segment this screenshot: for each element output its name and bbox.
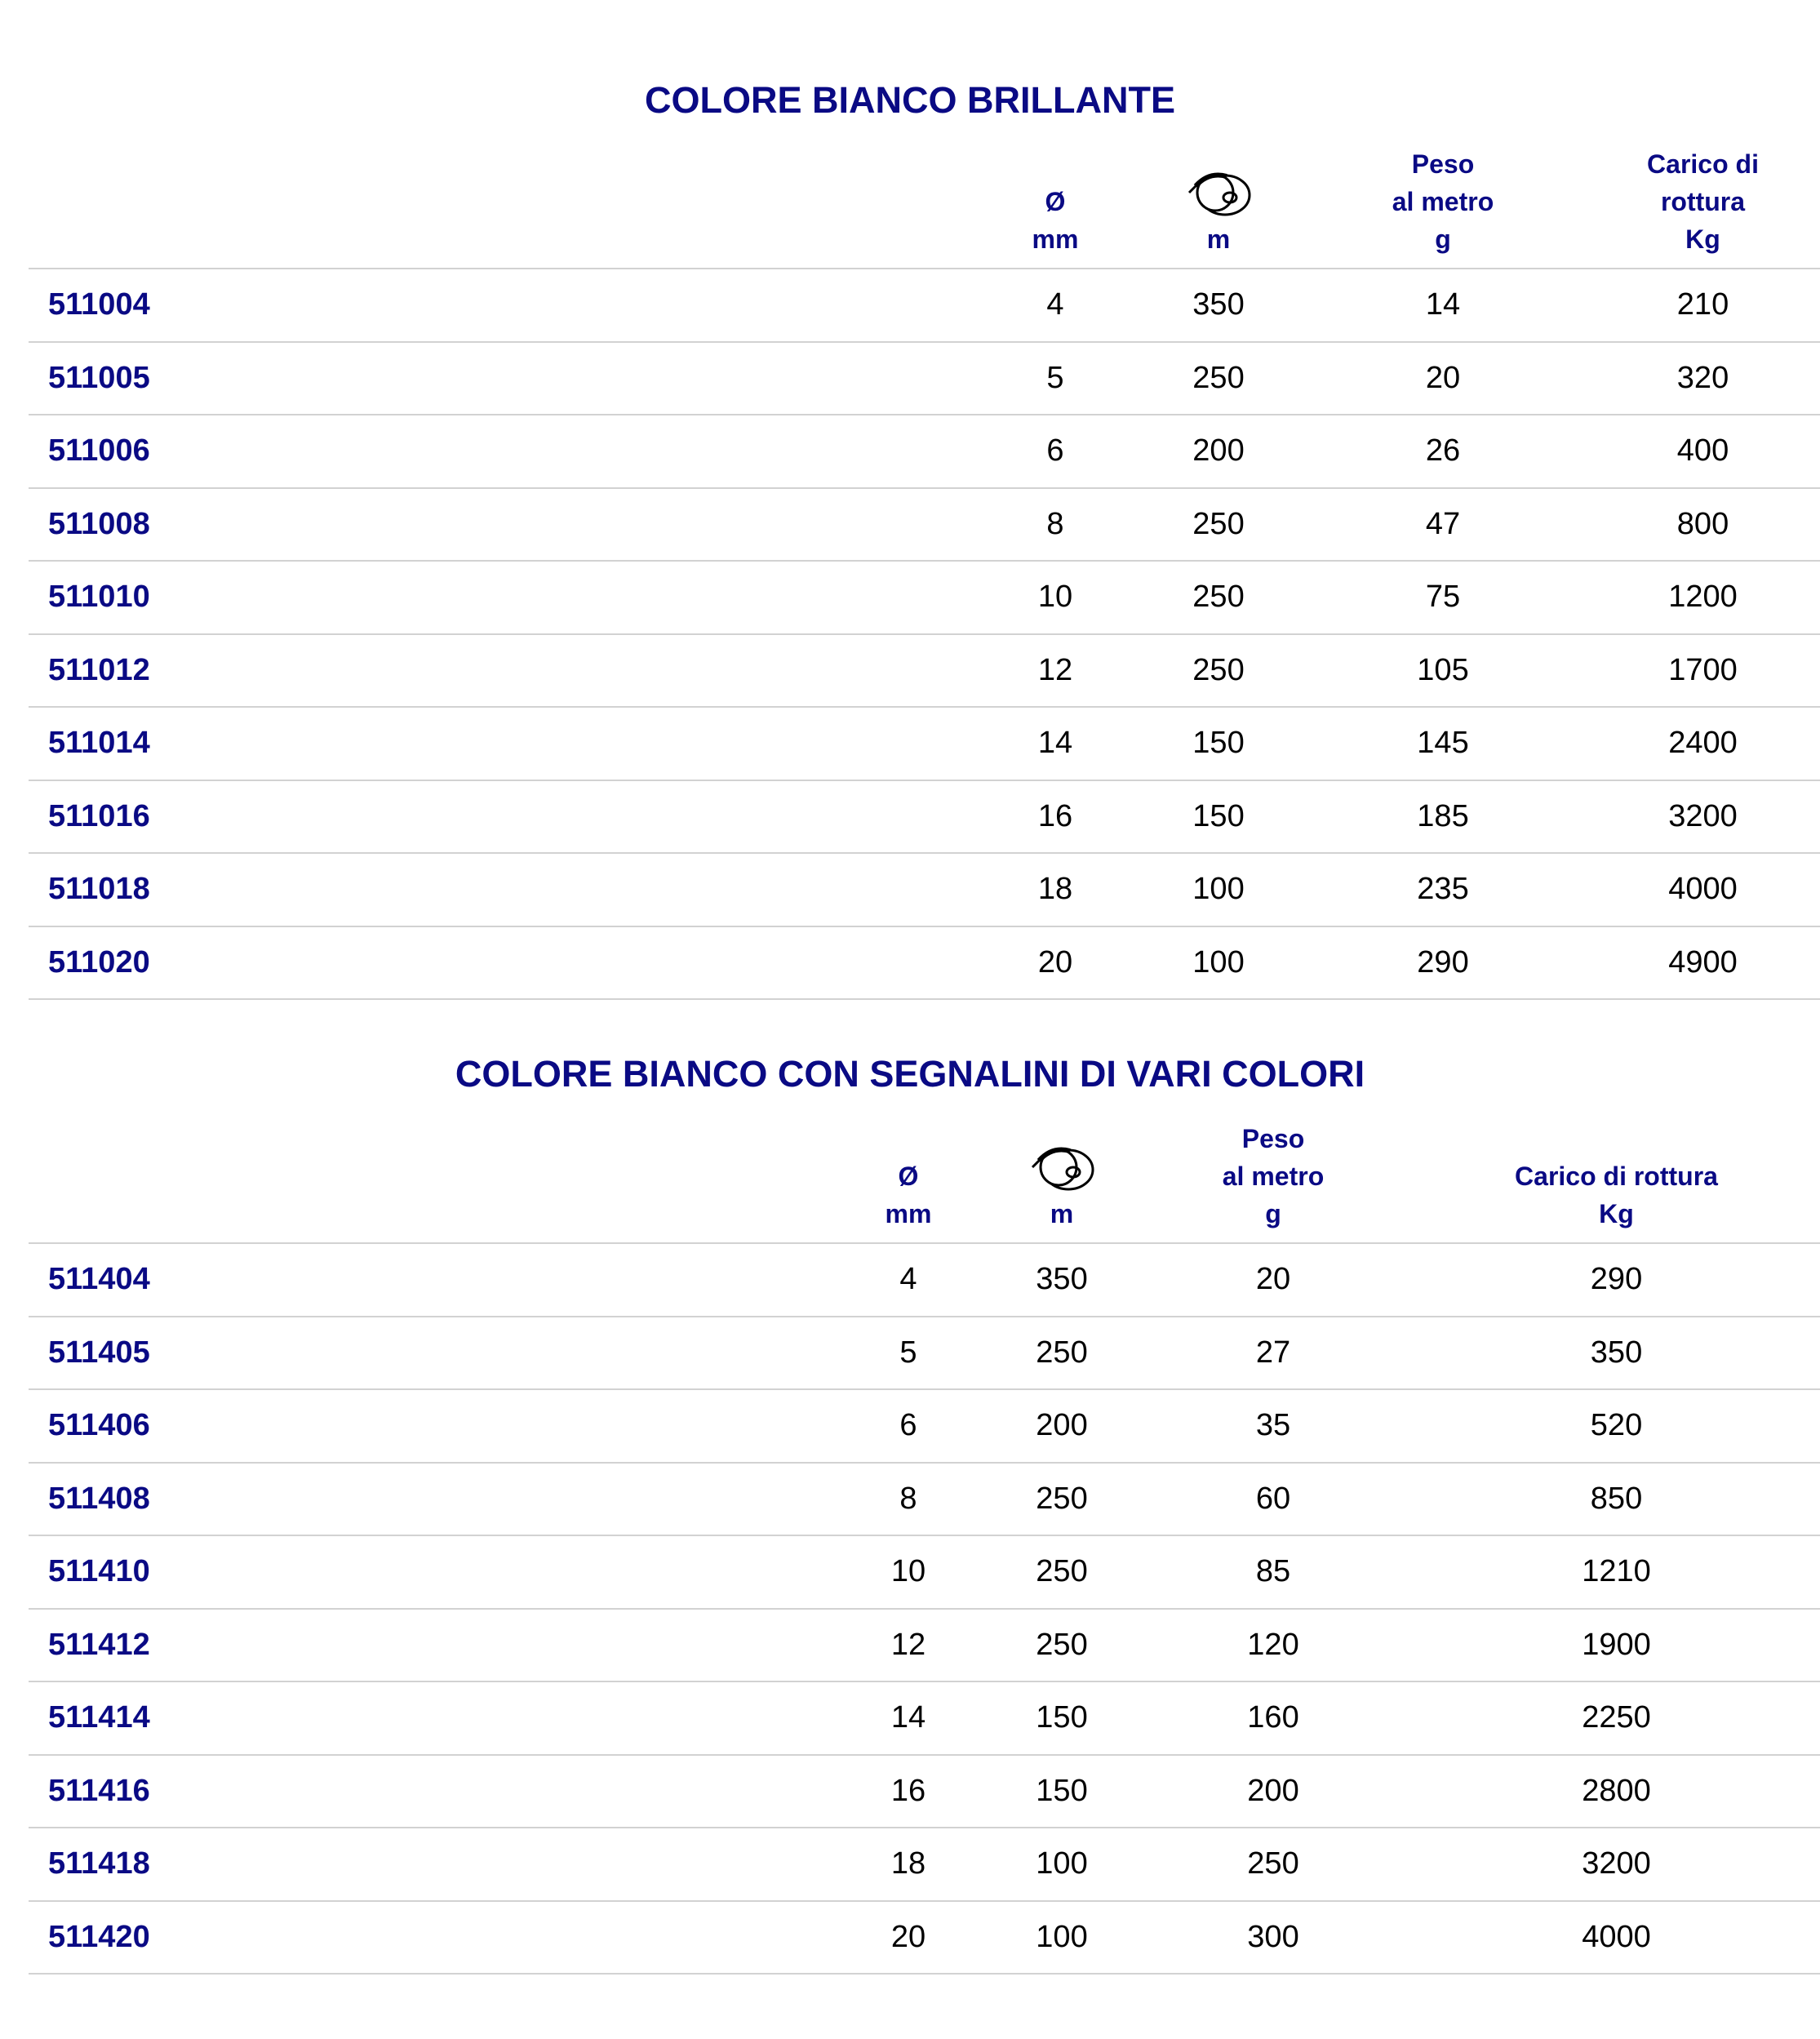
weight-cell: 26: [1300, 415, 1586, 488]
table-row: [29, 634, 1820, 708]
diameter-cell: 14: [974, 707, 1137, 780]
breaking-load-cell: 1700: [1586, 634, 1820, 708]
weight-cell: 300: [1134, 1901, 1413, 1975]
diameter-cell: 20: [974, 926, 1137, 1000]
breaking-load-cell: 210: [1586, 269, 1820, 342]
diameter-cell: 16: [827, 1755, 990, 1828]
table-row: [29, 488, 1820, 562]
diameter-column-header: Ø mm: [974, 145, 1137, 269]
breaking-load-cell: 400: [1586, 415, 1820, 488]
weight-cell: 185: [1300, 780, 1586, 854]
length-cell: 250: [990, 1535, 1134, 1609]
table-row: [29, 780, 1820, 854]
code-column-header: [29, 145, 974, 269]
diameter-cell: 6: [974, 415, 1137, 488]
weight-cell: 35: [1134, 1389, 1413, 1463]
length-cell: 150: [1137, 780, 1300, 854]
diameter-cell: 5: [974, 342, 1137, 415]
table-row: [29, 342, 1820, 415]
diameter-cell: 18: [974, 853, 1137, 926]
length-cell: 250: [1137, 634, 1300, 708]
product-code: 511005: [29, 342, 974, 415]
breaking-load-column-header: Carico di rottura Kg: [1586, 145, 1820, 269]
code-column-header: [29, 1120, 827, 1243]
diameter-cell: 10: [974, 561, 1137, 634]
weight-cell: 160: [1134, 1681, 1413, 1755]
length-cell: 150: [990, 1681, 1134, 1755]
breaking-load-cell: 800: [1586, 488, 1820, 562]
breaking-load-cell: 3200: [1413, 1828, 1820, 1901]
product-code: 511405: [29, 1317, 827, 1390]
rope-reel-icon: [1184, 168, 1253, 217]
breaking-load-cell: 520: [1413, 1389, 1820, 1463]
product-code: 511412: [29, 1609, 827, 1682]
product-code: 511004: [29, 269, 974, 342]
product-table: [29, 1120, 1820, 1975]
table-row: [29, 853, 1820, 926]
product-table: [29, 145, 1820, 1000]
weight-cell: 120: [1134, 1609, 1413, 1682]
breaking-load-cell: 4000: [1413, 1901, 1820, 1975]
weight-cell: 250: [1134, 1828, 1413, 1901]
table-row: [29, 1828, 1820, 1901]
weight-cell: 145: [1300, 707, 1586, 780]
product-code: 511404: [29, 1243, 827, 1317]
weight-cell: 85: [1134, 1535, 1413, 1609]
weight-cell: 235: [1300, 853, 1586, 926]
diameter-cell: 12: [827, 1609, 990, 1682]
breaking-load-cell: 1210: [1413, 1535, 1820, 1609]
diameter-cell: 12: [974, 634, 1137, 708]
diameter-cell: 8: [827, 1463, 990, 1536]
breaking-load-cell: 850: [1413, 1463, 1820, 1536]
breaking-load-cell: 1200: [1586, 561, 1820, 634]
length-cell: 250: [990, 1609, 1134, 1682]
length-cell: 350: [1137, 269, 1300, 342]
table-row: [29, 1317, 1820, 1390]
diameter-cell: 4: [827, 1243, 990, 1317]
breaking-load-cell: 2400: [1586, 707, 1820, 780]
diameter-cell: 8: [974, 488, 1137, 562]
breaking-load-cell: 1900: [1413, 1609, 1820, 1682]
weight-cell: 20: [1134, 1243, 1413, 1317]
product-code: 511408: [29, 1463, 827, 1536]
length-cell: 250: [1137, 561, 1300, 634]
length-cell: 100: [990, 1828, 1134, 1901]
table-row: [29, 561, 1820, 634]
diameter-column-header: Ø mm: [827, 1120, 990, 1243]
product-code: 511418: [29, 1828, 827, 1901]
product-code: 511420: [29, 1901, 827, 1975]
breaking-load-cell: 2250: [1413, 1681, 1820, 1755]
length-cell: 200: [1137, 415, 1300, 488]
table-row: [29, 1609, 1820, 1682]
table-row: [29, 1535, 1820, 1609]
table-row: [29, 1243, 1820, 1317]
diameter-cell: 6: [827, 1389, 990, 1463]
length-cell: 250: [990, 1317, 1134, 1390]
length-cell: 100: [1137, 926, 1300, 1000]
product-code: 511008: [29, 488, 974, 562]
breaking-load-column-header: Carico di rottura Kg: [1413, 1120, 1820, 1243]
length-cell: 250: [990, 1463, 1134, 1536]
product-code: 511006: [29, 415, 974, 488]
weight-column-header: Peso al metro g: [1134, 1120, 1413, 1243]
diameter-cell: 18: [827, 1828, 990, 1901]
weight-cell: 75: [1300, 561, 1586, 634]
table-row: [29, 1389, 1820, 1463]
product-code: 511410: [29, 1535, 827, 1609]
section-title: COLORE BIANCO BRILLANTE: [645, 79, 1175, 121]
breaking-load-cell: 3200: [1586, 780, 1820, 854]
breaking-load-cell: 290: [1413, 1243, 1820, 1317]
breaking-load-cell: 350: [1413, 1317, 1820, 1390]
diameter-cell: 5: [827, 1317, 990, 1390]
length-cell: 250: [1137, 488, 1300, 562]
length-cell: 100: [1137, 853, 1300, 926]
weight-cell: 27: [1134, 1317, 1413, 1390]
table-row: [29, 415, 1820, 488]
weight-column-header: Peso al metro g: [1300, 145, 1586, 269]
length-column-header: m: [990, 1120, 1134, 1243]
table-row: [29, 1901, 1820, 1975]
weight-cell: 14: [1300, 269, 1586, 342]
length-cell: 200: [990, 1389, 1134, 1463]
weight-cell: 47: [1300, 488, 1586, 562]
product-code: 511414: [29, 1681, 827, 1755]
breaking-load-cell: 2800: [1413, 1755, 1820, 1828]
length-cell: 150: [1137, 707, 1300, 780]
length-cell: 350: [990, 1243, 1134, 1317]
length-cell: 150: [990, 1755, 1134, 1828]
product-code: 511016: [29, 780, 974, 854]
weight-cell: 290: [1300, 926, 1586, 1000]
product-code: 511416: [29, 1755, 827, 1828]
length-column-header: m: [1137, 145, 1300, 269]
weight-cell: 105: [1300, 634, 1586, 708]
table-row: [29, 1755, 1820, 1828]
table-row: [29, 926, 1820, 1000]
diameter-cell: 14: [827, 1681, 990, 1755]
weight-cell: 60: [1134, 1463, 1413, 1536]
length-cell: 250: [1137, 342, 1300, 415]
product-code: 511012: [29, 634, 974, 708]
table-header-row: [29, 145, 1820, 269]
weight-cell: 20: [1300, 342, 1586, 415]
diameter-cell: 4: [974, 269, 1137, 342]
weight-cell: 200: [1134, 1755, 1413, 1828]
product-code: 511406: [29, 1389, 827, 1463]
table-row: [29, 1463, 1820, 1536]
table-row: [29, 707, 1820, 780]
product-code: 511014: [29, 707, 974, 780]
diameter-cell: 20: [827, 1901, 990, 1975]
product-code: 511018: [29, 853, 974, 926]
breaking-load-cell: 320: [1586, 342, 1820, 415]
product-code: 511010: [29, 561, 974, 634]
table-header-row: [29, 1120, 1820, 1243]
rope-reel-icon: [1028, 1143, 1096, 1192]
breaking-load-cell: 4900: [1586, 926, 1820, 1000]
product-code: 511020: [29, 926, 974, 1000]
diameter-cell: 16: [974, 780, 1137, 854]
length-cell: 100: [990, 1901, 1134, 1975]
section-title: COLORE BIANCO CON SEGNALINI DI VARI COLORI: [455, 1053, 1365, 1095]
table-row: [29, 269, 1820, 342]
diameter-cell: 10: [827, 1535, 990, 1609]
breaking-load-cell: 4000: [1586, 853, 1820, 926]
table-row: [29, 1681, 1820, 1755]
